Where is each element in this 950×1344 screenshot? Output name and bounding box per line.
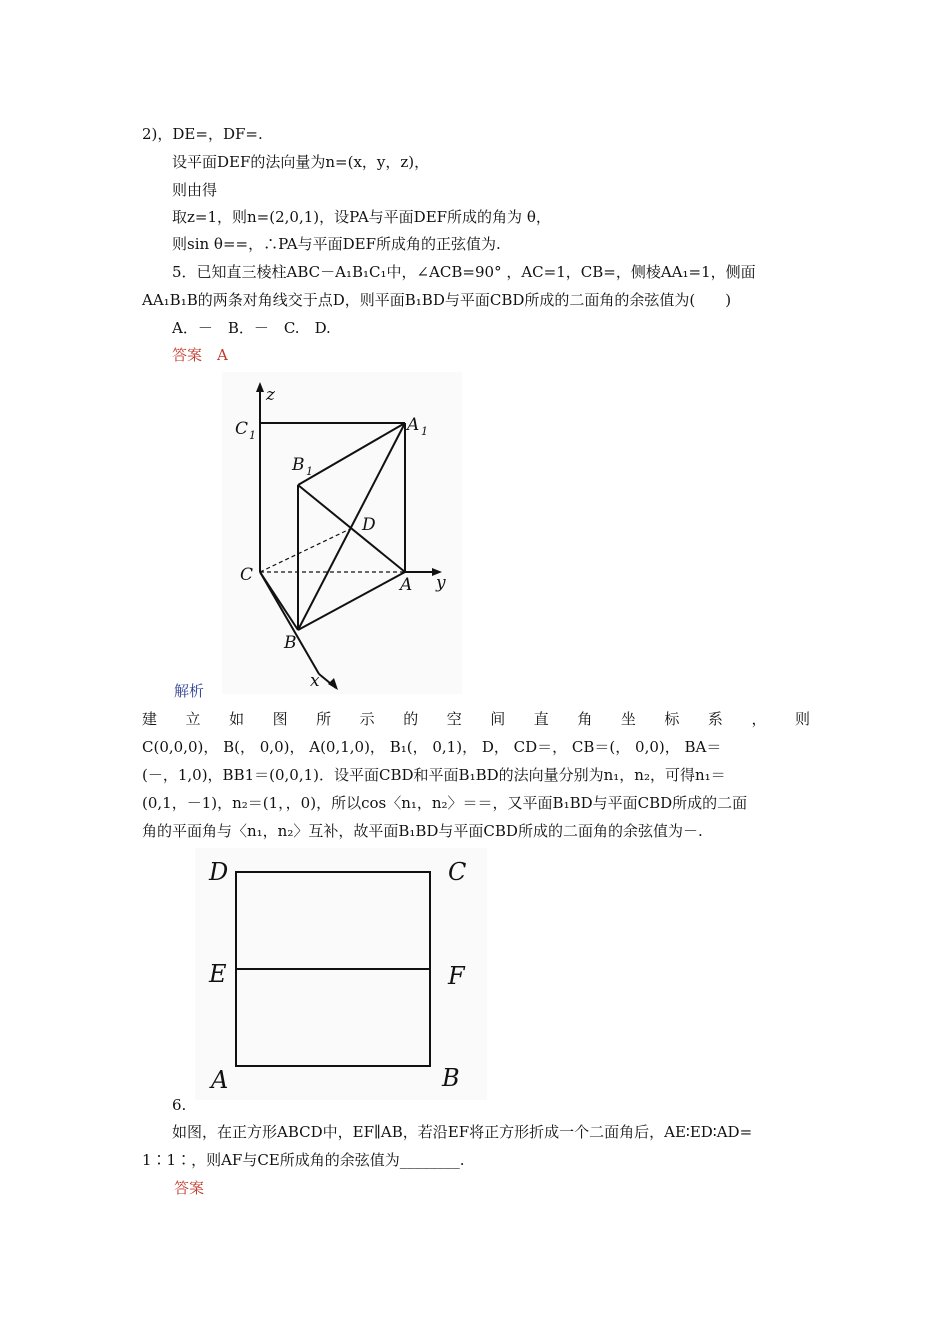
sol-char: 图: [272, 710, 288, 728]
label-a1: A: [407, 415, 420, 435]
solution-line-5: 角的平面角与〈n₁，n₂〉互补，故平面B₁BD与平面CBD所成的二面角的余弦值为－.: [142, 822, 703, 840]
question-6-line-1: 如图，在正方形ABCD中，EF∥AB，若沿EF将正方形折成一个二面角后，AE∶ED∶AD=: [172, 1123, 753, 1141]
solution-line-4: (0,1，－1)，n₂＝(1，，0)，所以cos〈n₁，n₂〉＝＝，又平面B₁BD与平面CBD所成的二面: [142, 794, 748, 812]
sol-char: 空: [446, 710, 462, 728]
label-d: D: [362, 515, 376, 535]
label-c: C: [448, 858, 467, 886]
label-a: A: [400, 575, 413, 595]
label-b1: B: [292, 455, 305, 475]
square-figure: [195, 848, 487, 1100]
label-y: y: [436, 573, 446, 593]
text-line-5: 则sin θ==，∴PA与平面DEF所成角的正弦值为.: [172, 235, 501, 253]
solution-line-2: C(0,0,0)， B(， 0,0)， A(0,1,0)， B₁(， 0,1)， D， CD＝， CB＝(， 0,0)， BA＝: [142, 738, 722, 756]
sol-char: 角: [577, 710, 593, 728]
text-line-3: 则由得: [172, 181, 218, 199]
question-6-number: 6.: [172, 1096, 187, 1114]
label-b1-sub: 1: [306, 465, 313, 478]
label-f: F: [448, 962, 465, 990]
sol-char: 则: [794, 710, 810, 728]
label-a1-sub: 1: [421, 425, 428, 438]
label-d: D: [209, 858, 229, 886]
sol-char: 系: [707, 710, 723, 728]
label-c1: C: [235, 419, 249, 439]
sol-char: 所: [316, 710, 332, 728]
label-z: z: [266, 385, 275, 405]
prism-figure: [222, 372, 462, 694]
label-a: A: [211, 1066, 229, 1094]
label-b: B: [284, 633, 297, 653]
sol-char: 标: [664, 710, 680, 728]
solution-line-3: (－，1,0)，BB1＝(0,0,1)．设平面CBD和平面B₁BD的法向量分别为n₁，n₂，可得n₁＝: [142, 766, 726, 784]
sol-char: 间: [490, 710, 506, 728]
answer-5: 答案 A: [172, 346, 228, 364]
sol-char: 坐: [620, 710, 636, 728]
question-5-line-1: 5．已知直三棱柱ABC－A₁B₁C₁中，∠ACB=90° ，AC=1，CB=，侧棱AA₁=1，侧面: [172, 263, 756, 281]
sol-char: 的: [403, 710, 419, 728]
sol-char: 立: [185, 710, 201, 728]
square-diagram: [195, 848, 487, 1100]
sol-char: 直: [533, 710, 549, 728]
label-b: B: [442, 1064, 460, 1092]
label-c1-sub: 1: [249, 429, 256, 442]
sol-char: ，: [751, 710, 767, 728]
sol-char: 如: [229, 710, 245, 728]
answer-6: 答案: [174, 1179, 205, 1197]
question-5-line-2: AA₁B₁B的两条对角线交于点D，则平面B₁BD与平面CBD所成的二面角的余弦值为( ): [142, 291, 732, 309]
sol-char: 建: [142, 710, 158, 728]
solution-heading: 解析: [174, 682, 205, 700]
label-e: E: [209, 960, 227, 988]
label-c: C: [240, 565, 254, 585]
label-x: x: [310, 671, 320, 691]
solution-line-1: [142, 709, 810, 729]
text-line-1: 2)，DE=，DF=.: [142, 125, 263, 143]
question-5-options: A．－ B．－ C. D.: [172, 319, 331, 337]
text-line-4: 取z=1，则n=(2,0,1)，设PA与平面DEF所成的角为 θ，: [172, 208, 551, 226]
prism-diagram: [222, 372, 462, 694]
text-line-2: 设平面DEF的法向量为n=(x，y，z)，: [172, 153, 430, 171]
sol-char: 示: [359, 710, 375, 728]
question-6-line-2: 1∶1∶，则AF与CE所成角的余弦值为________.: [142, 1151, 465, 1169]
